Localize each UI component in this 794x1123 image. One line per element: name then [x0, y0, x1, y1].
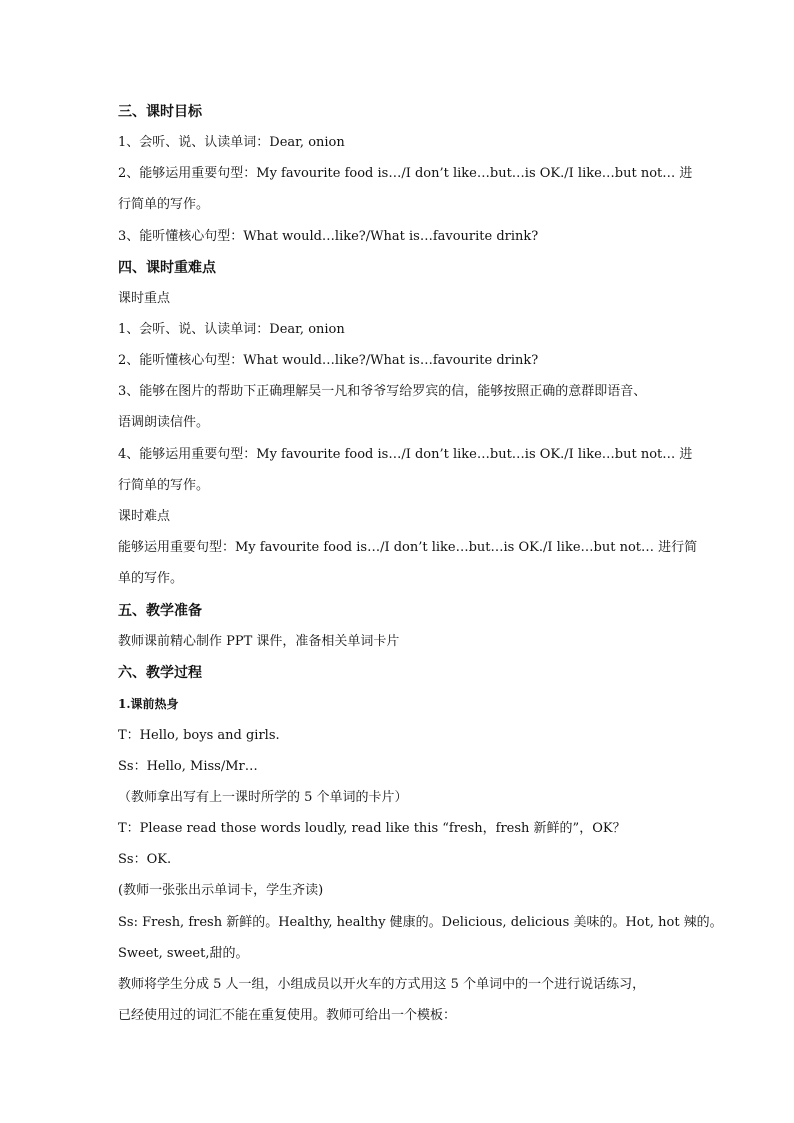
dialogue-line-9: 教师将学生分成 5 人一组，小组成员以开火车的方式用这 5 个单词中的一个进行说话练习， — [118, 977, 646, 992]
dialogue-line-6: (教师一张张出示单词卡，学生齐读) — [118, 883, 324, 898]
section6-title: 六、教学过程 — [118, 665, 202, 681]
dialogue-line-5: Ss：OK. — [118, 852, 172, 867]
section5-text: 教师课前精心制作 PPT 课件，准备相关单词卡片 — [118, 634, 400, 649]
dialogue-line-8: Sweet, sweet,甜的。 — [118, 946, 249, 961]
section4-difficult-item: 能够运用重要句型：My favourite food is…/I don’t like…but…is OK./I like…but not… 进行简 — [118, 540, 698, 555]
dialogue-line-1: T：Hello, boys and girls. — [118, 728, 280, 743]
dialogue-line-4: T：Please read those words loudly, read like this “fresh，fresh 新鲜的”，OK？ — [118, 821, 626, 836]
dialogue-line-7: Ss: Fresh, fresh 新鲜的。Healthy, healthy 健康的。Delicious, delicious 美味的。Hot, hot 辣的。 — [118, 915, 723, 930]
section3-item-2: 2、能够运用重要句型：My favourite food is…/I don’t like…but…is OK./I like…but not… 进 — [118, 166, 693, 181]
dialogue-line-10: 已经使用过的词汇不能在重复使用。教师可给出一个模板： — [118, 1008, 457, 1023]
section4-title: 四、课时重难点 — [118, 260, 216, 276]
section4-key-label: 课时重点 — [118, 291, 171, 306]
section5-title: 五、教学准备 — [118, 603, 202, 619]
section4-difficult-label: 课时难点 — [118, 509, 171, 524]
section3-title: 三、课时目标 — [118, 104, 202, 120]
section4-key-item-2: 2、能听懂核心句型：What would…like?/What is…favourite drink? — [118, 353, 539, 368]
section4-difficult-item-cont: 单的写作。 — [118, 571, 184, 586]
section3-item-2-cont: 行简单的写作。 — [118, 197, 210, 212]
section3-item-3: 3、能听懂核心句型：What would…like?/What is…favourite drink? — [118, 229, 539, 244]
section4-key-item-4-cont: 行简单的写作。 — [118, 478, 210, 493]
dialogue-line-2: Ss：Hello, Miss/Mr… — [118, 759, 258, 774]
section4-key-item-3: 3、能够在图片的帮助下正确理解吴一凡和爷爷写给罗宾的信，能够按照正确的意群即语音、 — [118, 384, 647, 399]
section3-item-1: 1、会听、说、认读单词：Dear, onion — [118, 135, 345, 150]
section6-step1-title: 1.课前热身 — [118, 697, 179, 711]
dialogue-line-3: （教师拿出写有上一课时所学的 5 个单词的卡片） — [118, 790, 408, 805]
section4-key-item-1: 1、会听、说、认读单词：Dear, onion — [118, 322, 345, 337]
section4-key-item-3-cont: 语调朗读信件。 — [118, 415, 210, 430]
section4-key-item-4: 4、能够运用重要句型：My favourite food is…/I don’t like…but…is OK./I like…but not… 进 — [118, 447, 693, 462]
